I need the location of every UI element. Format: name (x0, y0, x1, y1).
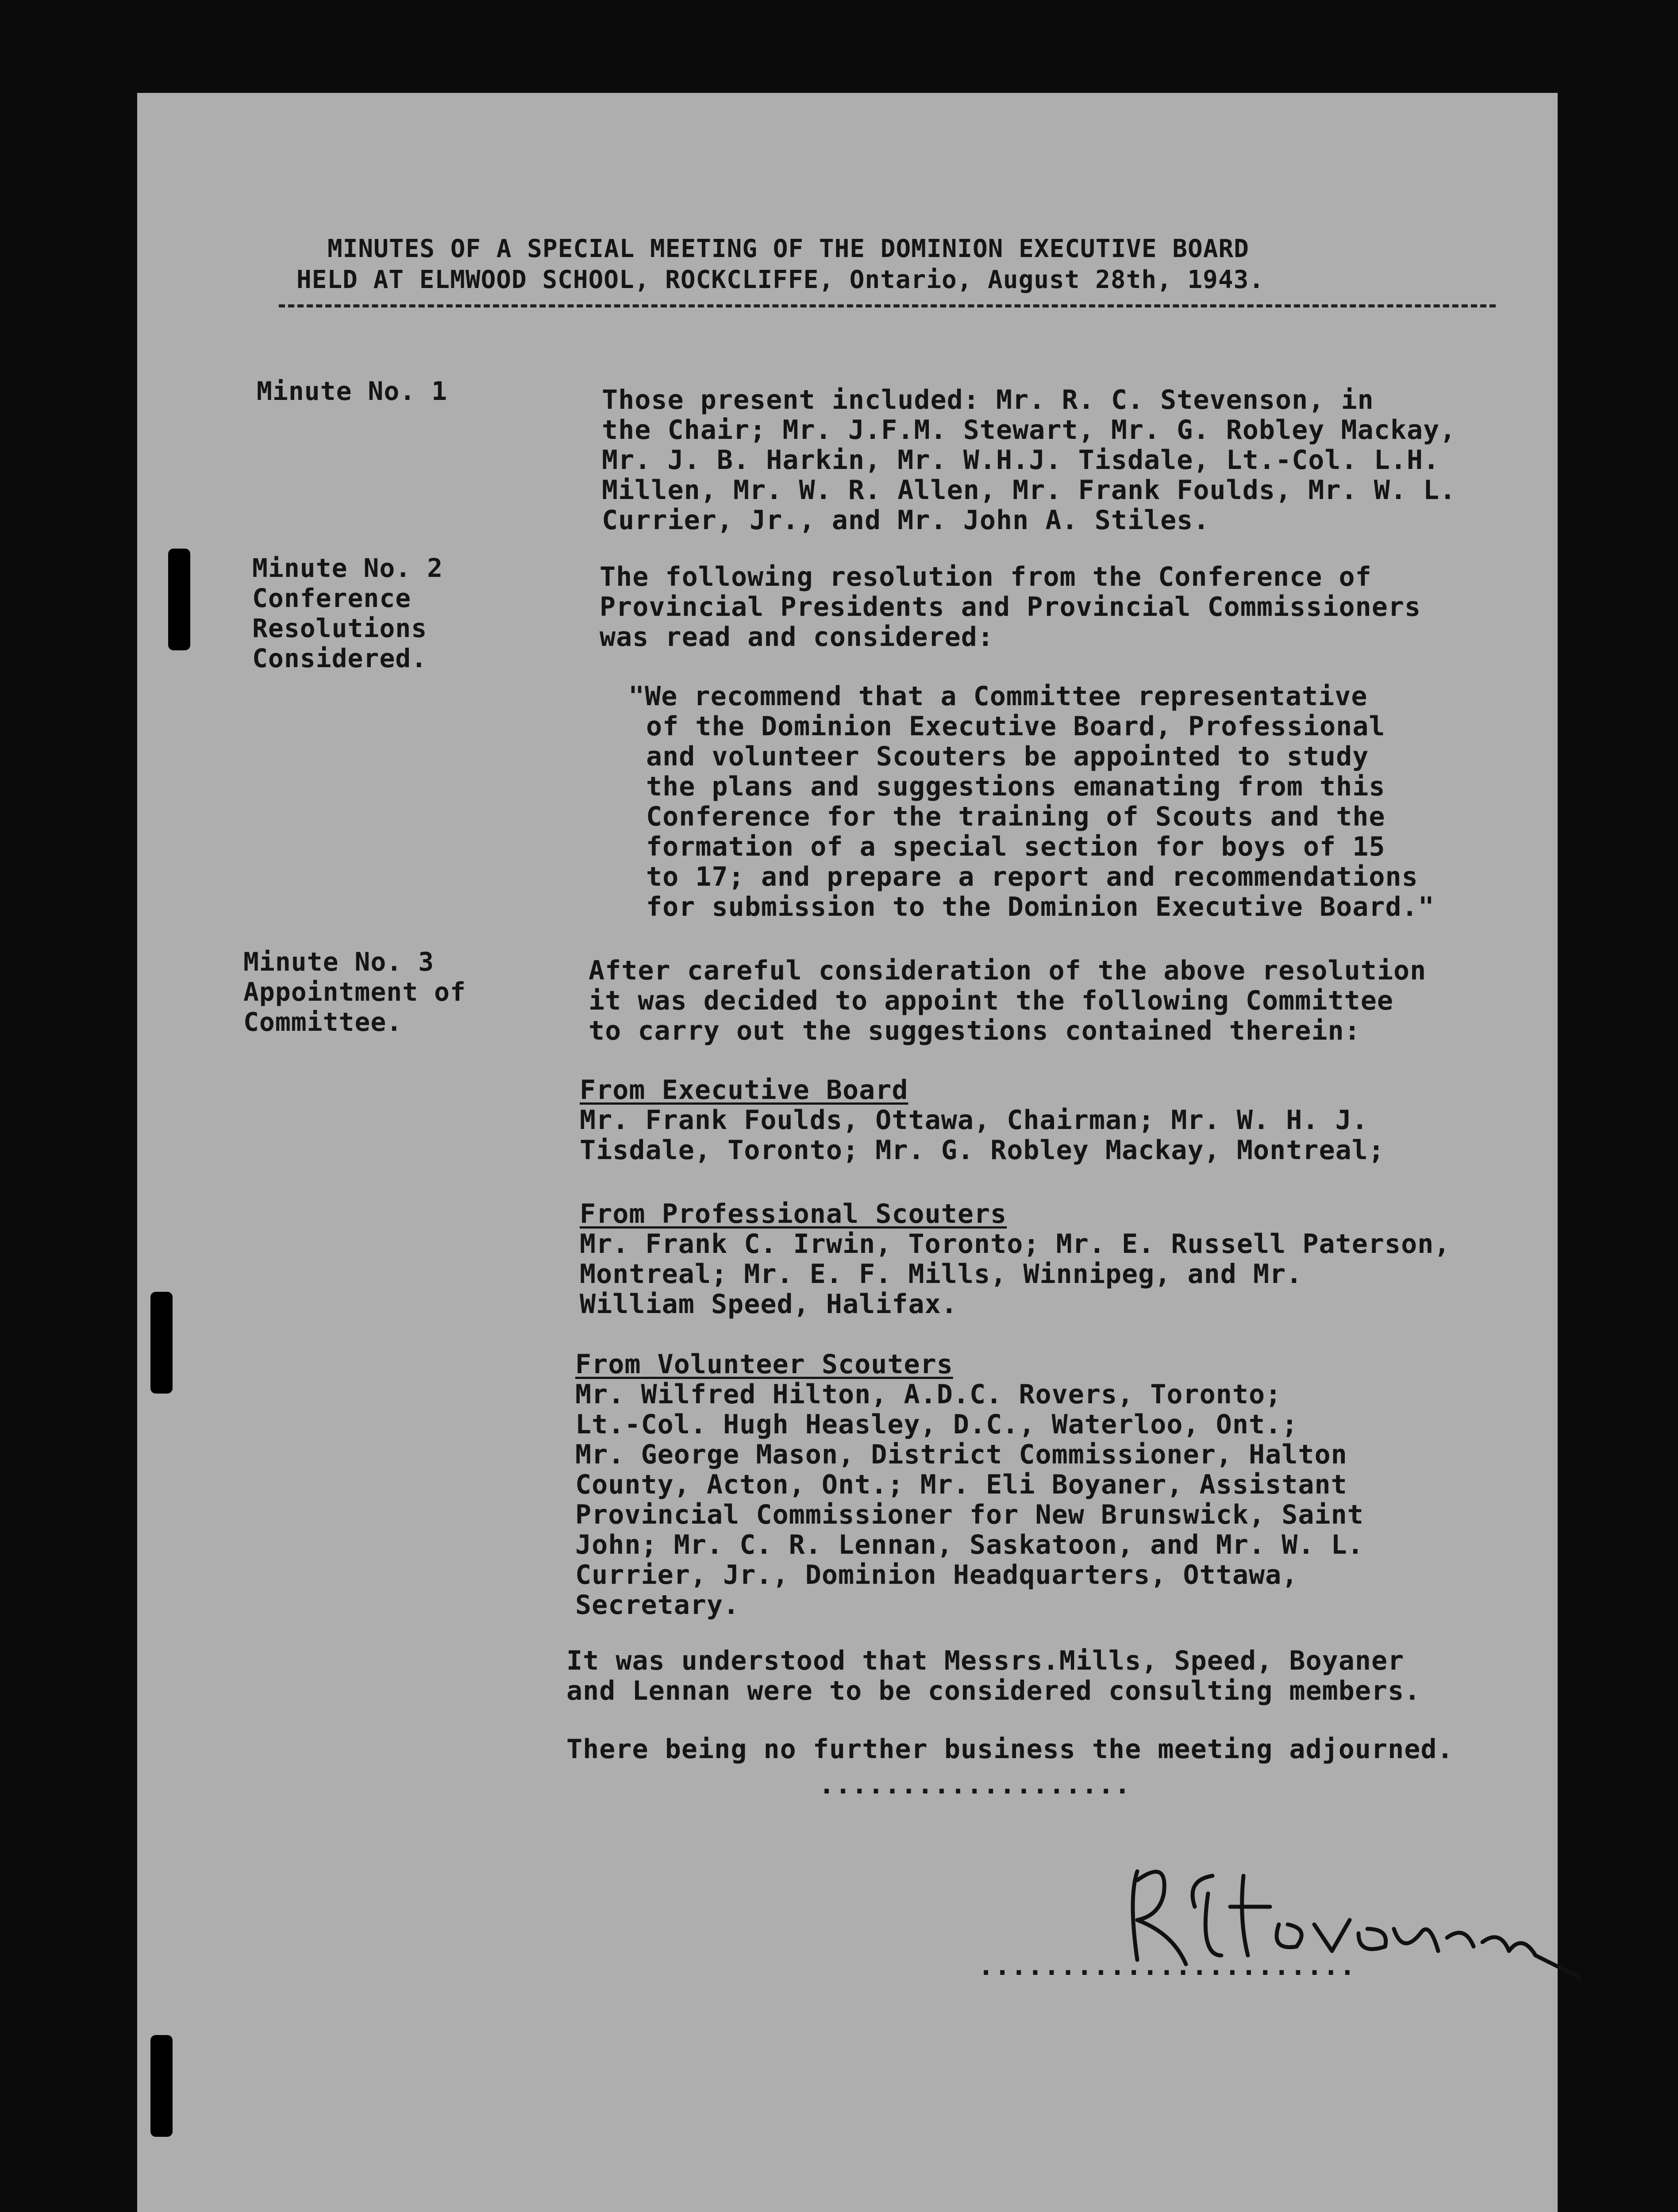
minute-text-line: Currier, Jr., and Mr. John A. Stiles. (602, 505, 1210, 536)
binder-mark (150, 2035, 173, 2137)
quote-line: for submission to the Dominion Executive Board." (646, 891, 1435, 922)
minute-text-line: Provincial Presidents and Provincial Commissioners (600, 591, 1421, 622)
minute-text-line: to carry out the suggestions contained therein: (589, 1015, 1361, 1046)
committee-line: Secretary. (575, 1590, 740, 1621)
minute-text-line: After careful consideration of the above resolution (589, 955, 1427, 986)
document-title: MINUTES OF A SPECIAL MEETING OF THE DOMINION EXECUTIVE BOARD (327, 234, 1249, 263)
minute-label: Resolutions (252, 613, 427, 643)
quote-line: to 17; and prepare a report and recommendations (646, 861, 1418, 892)
binder-mark (168, 549, 190, 650)
binder-mark (150, 1292, 173, 1394)
closing-line: and Lennan were to be considered consulting members. (566, 1675, 1421, 1706)
committee-line: Montreal; Mr. E. F. Mills, Winnipeg, and Mr. (580, 1259, 1303, 1290)
minute-label: Considered. (252, 643, 427, 673)
minute-label: Conference (252, 583, 412, 613)
header-rule (279, 304, 1496, 307)
committee-line: Currier, Jr., Dominion Headquarters, Ottawa, (575, 1559, 1298, 1590)
minute-label: Minute No. 3 (243, 947, 435, 977)
quote-line: of the Dominion Executive Board, Professional (646, 711, 1386, 742)
committee-line: Mr. Wilfred Hilton, A.D.C. Rovers, Toronto; (575, 1379, 1282, 1410)
section-heading: From Volunteer Scouters (575, 1349, 953, 1380)
minute-text-line: Those present included: Mr. R. C. Stevenson, in (602, 384, 1374, 415)
quote-line: formation of a special section for boys of 15 (646, 831, 1386, 862)
minute-text-line: it was decided to appoint the following Committee (589, 985, 1394, 1016)
minute-label: Minute No. 1 (257, 376, 448, 406)
section-heading: From Professional Scouters (580, 1198, 1007, 1229)
minute-label: Minute No. 2 (252, 553, 443, 583)
quote-line: "We recommend that a Committee representative (628, 681, 1368, 712)
minute-text-line: the Chair; Mr. J.F.M. Stewart, Mr. G. Robley Mackay, (602, 415, 1456, 445)
committee-line: County, Acton, Ont.; Mr. Eli Boyaner, Assistant (575, 1469, 1347, 1500)
committee-line: Mr. George Mason, District Commissioner, Halton (575, 1439, 1347, 1470)
closing-line: It was understood that Messrs.Mills, Speed, Boyaner (566, 1645, 1405, 1676)
minute-label: Committee. (243, 1007, 403, 1037)
signature-block (978, 1845, 1553, 2022)
dot-leader: ................... (819, 1769, 1131, 1800)
committee-line: Lt.-Col. Hugh Heasley, D.C., Waterloo, Ont.; (575, 1409, 1298, 1440)
committee-line: Mr. Frank C. Irwin, Toronto; Mr. E. Russell Paterson, (580, 1229, 1451, 1260)
minute-text-line: was read and considered: (600, 622, 994, 653)
committee-line: Provincial Commissioner for New Brunswick, Saint (575, 1499, 1364, 1530)
adjourned-line: There being no further business the meeting adjourned. (566, 1734, 1454, 1765)
quote-line: Conference for the training of Scouts and the (646, 801, 1386, 832)
committee-line: Tisdale, Toronto; Mr. G. Robley Mackay, Montreal; (580, 1135, 1385, 1166)
minute-label: Appointment of (243, 977, 466, 1007)
quote-line: the plans and suggestions emanating from this (646, 771, 1386, 802)
committee-line: William Speed, Halifax. (580, 1289, 958, 1320)
minute-text-line: The following resolution from the Conference of (600, 561, 1372, 592)
document-page (137, 93, 1558, 2212)
section-heading: From Executive Board (580, 1075, 908, 1106)
quote-line: and volunteer Scouters be appointed to study (646, 741, 1369, 772)
minute-text-line: Millen, Mr. W. R. Allen, Mr. Frank Foulds, Mr. W. L. (602, 475, 1456, 506)
committee-line: John; Mr. C. R. Lennan, Saskatoon, and Mr. W. L. (575, 1529, 1364, 1560)
signature-dot-leader: ....................... (978, 1951, 1356, 1982)
minute-text-line: Mr. J. B. Harkin, Mr. W.H.J. Tisdale, Lt.-Col. L.H. (602, 445, 1440, 476)
committee-line: Mr. Frank Foulds, Ottawa, Chairman; Mr. W. H. J. (580, 1105, 1368, 1136)
document-subtitle: HELD AT ELMWOOD SCHOOL, ROCKCLIFFE, Ontario, August 28th, 1943. (296, 265, 1265, 294)
